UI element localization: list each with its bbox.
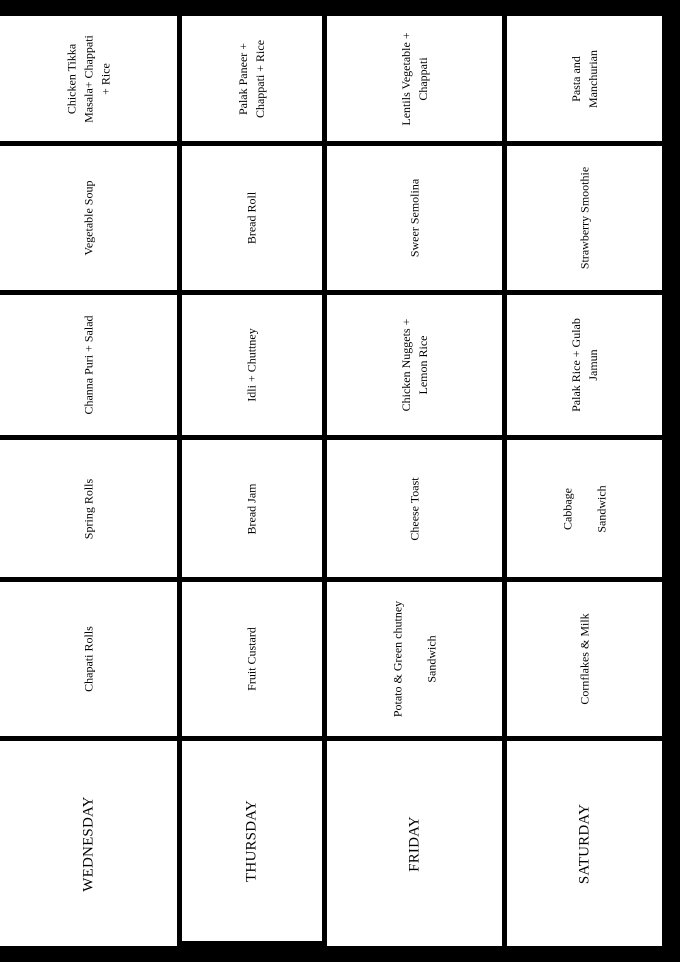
menu-item-text: Bread Jam (244, 483, 259, 534)
menu-cell (327, 440, 502, 577)
menu-item-text: Strawberry Smoothie (577, 166, 591, 270)
menu-cell (507, 440, 662, 577)
day-label-thursday: THURSDAY (243, 800, 260, 882)
menu-cell (182, 295, 322, 435)
menu-cell (182, 146, 322, 290)
menu-item-text: Cabbage Sandwich (560, 484, 608, 533)
menu-cell (327, 146, 502, 290)
day-label-wednesday: WEDNESDAY (80, 795, 96, 892)
menu-cell (0, 146, 177, 290)
day-cell (0, 741, 177, 946)
menu-item-text: Vegetable Soup (81, 180, 95, 256)
menu-cell (327, 582, 502, 736)
menu-item-text: Fruit Custard (244, 627, 259, 691)
menu-item-text: Palak Rice + Gulab Jamun (568, 318, 600, 412)
day-cell (327, 741, 502, 946)
menu-item-text: Chicken Nuggets + Lemon Rice (398, 318, 430, 412)
menu-item-text: Idli + Chuttney (244, 328, 259, 402)
menu-item-text: Sweer Semolina (407, 178, 421, 258)
menu-cell (0, 582, 177, 736)
menu-cell (0, 16, 177, 141)
day-label-friday: FRIDAY (406, 815, 422, 872)
menu-cell (507, 295, 662, 435)
menu-item-text: Bread Roll (244, 191, 259, 245)
menu-item-text: Lentils Vegetable + Chappati (398, 31, 430, 126)
menu-item-text: Chapati Rolls (81, 626, 95, 692)
menu-cell (507, 582, 662, 736)
menu-item-text: Pasta and Manchurian (568, 49, 600, 108)
menu-cell (182, 582, 322, 736)
menu-cell (327, 295, 502, 435)
menu-item-text: Cornflakes & Milk (577, 613, 591, 705)
day-cell (182, 741, 322, 941)
day-label-saturday: SATURDAY (576, 803, 592, 884)
menu-item-text: Chicken Tikka Masala+ Chappati + Rice (64, 34, 112, 123)
menu-cell (182, 440, 322, 577)
menu-cell (182, 16, 322, 141)
day-cell (507, 741, 662, 946)
menu-cell (0, 295, 177, 435)
menu-cell (0, 440, 177, 577)
menu-cell (507, 146, 662, 290)
menu-cell (507, 16, 662, 141)
menu-item-text: Channa Puri + Salad (81, 315, 95, 415)
menu-item-text: Cheese Toast (407, 476, 421, 541)
menu-cell (327, 16, 502, 141)
menu-item-text: Potato & Green chutney Sandwich (390, 600, 438, 718)
menu-item-text: Spring Rolls (81, 478, 95, 539)
menu-item-text: Palak Paneer + Chappati + Rice (236, 39, 267, 118)
